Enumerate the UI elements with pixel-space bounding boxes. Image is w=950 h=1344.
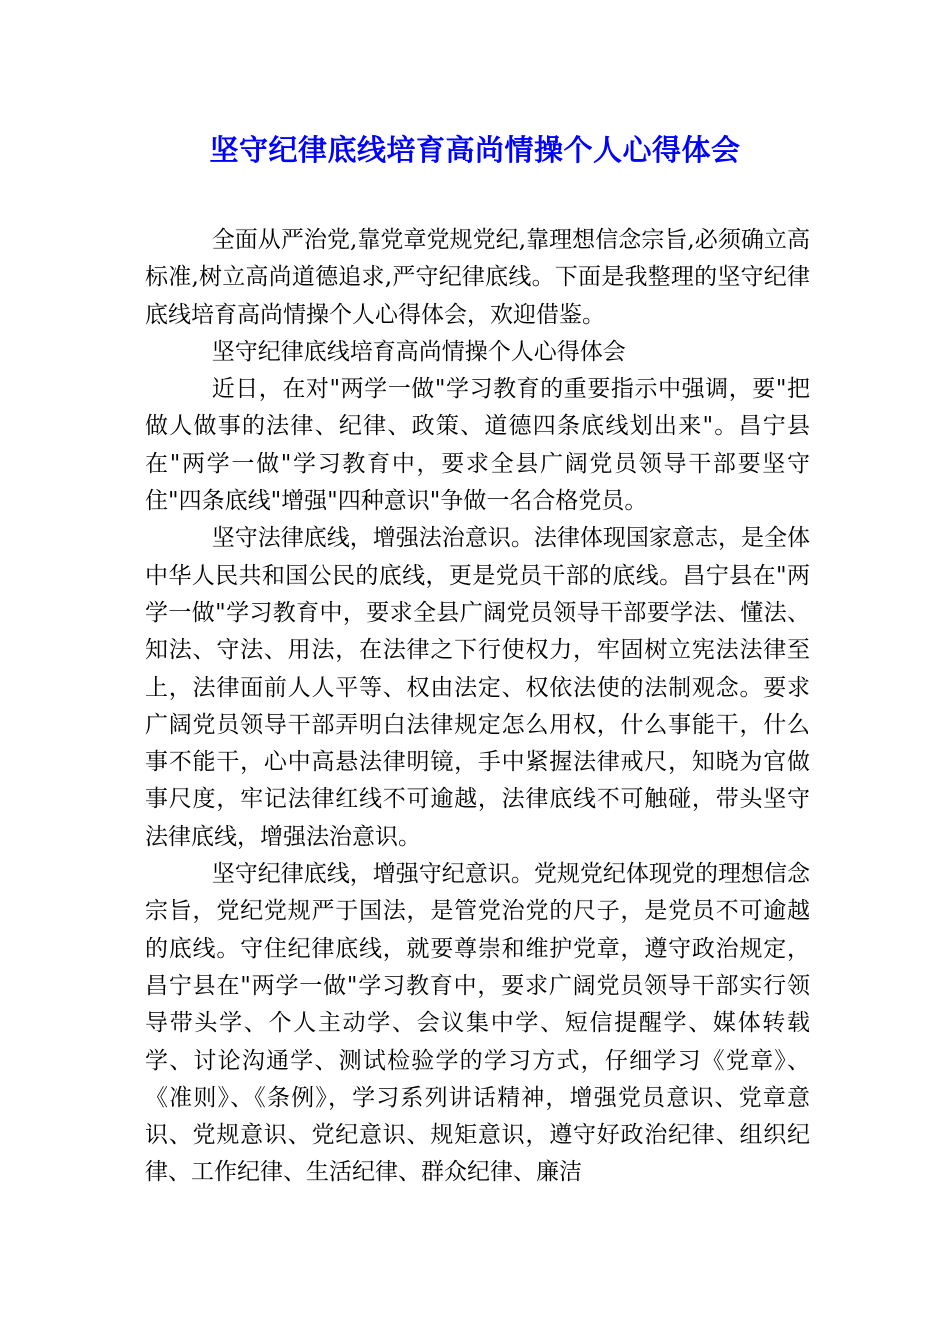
document-body	[145, 222, 810, 1192]
document-title: 坚守纪律底线培育高尚情操个人心得体会	[209, 133, 741, 167]
paragraph-background: 近日，在对"两学一做"学习教育的重要指示中强调，要"把做人做事的法律、纪律、政策、道德四条底线划出来"。昌宁县在"两学一做"学习教育中，要求全县广阔党员领导干部要坚守住"四条底线"增强"四种意识"争做一名合格党员。	[145, 376, 810, 515]
paragraph-subtitle: 坚守纪律底线培育高尚情操个人心得体会	[211, 338, 626, 365]
paragraph-discipline-baseline: 坚守纪律底线，增强守纪意识。党规党纪体现党的理想信念宗旨，党纪党规严于国法，是管党治党的尺子，是党员不可逾越的底线。守住纪律底线，就要尊崇和维护党章，遵守政治规定，昌宁县在"两学一做"学习教育中，要求广阔党员领导干部实行领导带头学、个人主动学、会议集中学、短信提醒学、媒体转载学、讨论沟通学、测试检验学的学习方式，仔细学习《党章》、《准则》、《条例》，学习系列讲话精神，增强党员意识、党章意识、党规意识、党纪意识、规矩意识，遵守好政治纪律、组织纪律、工作纪律、生活纪律、群众纪律、廉洁	[145, 861, 810, 1186]
paragraph-law-baseline: 坚守法律底线，增强法治意识。法律体现国家意志，是全体中华人民共和国公民的底线，更是党员干部的底线。昌宁县在"两学一做"学习教育中，要求全县广阔党员领导干部要学法、懂法、知法、守法、用法，在法律之下行使权力，牢固树立宪法法律至上，法律面前人人平等、权由法定、权依法使的法制观念。要求广阔党员领导干部弄明白法律规定怎么用权，什么事能干，什么事不能干，心中高悬法律明镜，手中紧握法律戒尺，知晓为官做事尺度，牢记法律红线不可逾越，法律底线不可触碰，带头坚守法律底线，增强法治意识。	[145, 525, 810, 850]
paragraph-intro: 全面从严治党,靠党章党规党纪,靠理想信念宗旨,必须确立高标准,树立高尚道德追求,严守纪律底线。下面是我整理的坚守纪律底线培育高尚情操个人心得体会，欢迎借鉴。	[145, 227, 810, 328]
